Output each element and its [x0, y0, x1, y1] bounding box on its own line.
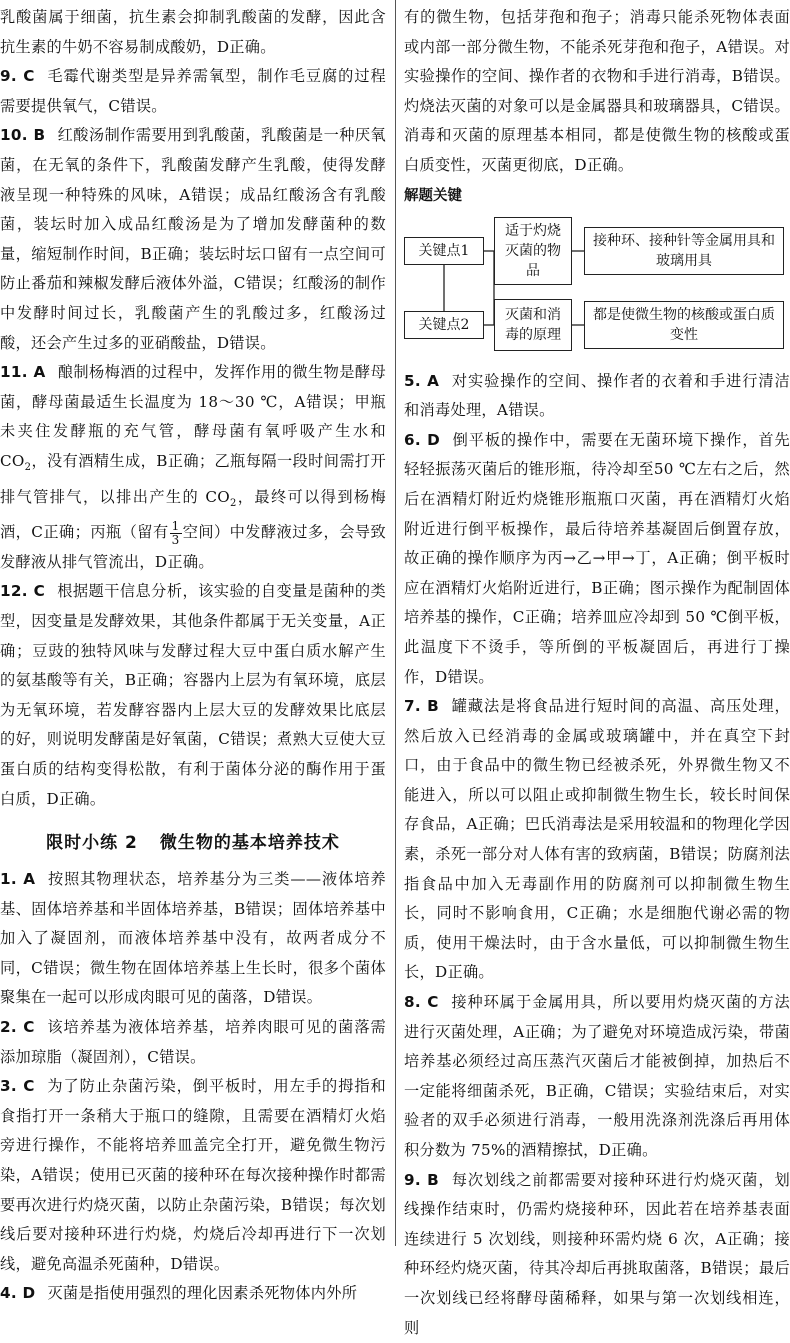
answer-12: 12. C 根据题干信息分析，该实验的自变量是菌种的类型，因变量是发酵效果，其他条件都属于无关变量，A正确；豆豉的独特风味与发酵过程大豆中蛋白质水解产生的氨基酸等有关，B正确；容器内上层为有氧环境，底层为无氧环境，若发酵容器内上层大豆的发酵效果比底层的好，则说明发酵菌是好氧菌，C错误；煮熟大豆使大豆蛋白质的结构变得松散，有利于菌体分泌的酶作用于蛋白质，D正确。	[0, 582, 386, 808]
key-point-1-detail: 接种环、接种针等金属用具和玻璃用具	[584, 227, 784, 275]
answer-number: 5. A	[404, 371, 440, 390]
key-points-diagram	[404, 213, 790, 361]
answer-s3: 3. C 为了防止杂菌污染，倒平板时，用左手的拇指和食指打开一条稍大于瓶口的缝隙，且需要在酒精灯火焰旁进行操作，不能将培养皿盖完全打开，避免微生物污染，A错误；使用已灭菌的接种环在每次接种操作时都需要再次进行灼烧灭菌，以防止杂菌污染，B错误；每次划线后要对接种环进行灼烧，灼烧后冷却再进行下一次划线，避免高温杀死菌种，D错误。	[0, 1077, 386, 1273]
key-points-heading: 解题关键	[404, 187, 462, 204]
answer-s4-continued: 有的微生物，包括芽孢和孢子；消毒只能杀死物体表面或内部一部分微生物，不能杀死芽孢和孢子，A错误。对实验操作的空间、操作者的衣物和手进行消毒，B错误。灼烧法灭菌的对象可以是金属器具和玻璃器具，C错误。消毒和灭菌的原理基本相同，都是使微生物的核酸或蛋白质变性，灭菌更彻底，D正确。	[404, 8, 790, 174]
key-point-2-box: 关键点2	[404, 311, 484, 339]
left-column	[0, 3, 386, 1309]
fraction: $\frac{1}{3}$	[171, 518, 180, 547]
answer-number: 7. B	[404, 697, 440, 716]
answer-number: 3. C	[0, 1077, 35, 1096]
answer-s2: 2. C 该培养基为液体培养基，培养肉眼可见的菌落需添加琼脂（凝固剂），C错误。	[0, 1018, 386, 1066]
answer-s6: 6. D 倒平板的操作中，需要在无菌环境下操作，首先轻轻振荡灭菌后的锥形瓶，待冷却至50 ℃左右之后，然后在酒精灯附近灼烧锥形瓶瓶口灭菌，再在酒精灯火焰附近进行倒平板操作，最后待培养基凝固后倒置存放，故正确的操作顺序为丙→乙→甲→丁，A正确；倒平板时应在酒精灯火焰附近进行，B正确；图示操作为配制固体培养基的操作，C正确；培养皿应冷却到 50 ℃倒平板，此温度下不烫手，等所倒的平板凝固后，再进行丁操作，D错误。	[404, 430, 790, 686]
subscript: 2	[24, 461, 32, 473]
answer-number: 12. C	[0, 582, 46, 601]
subscript: 2	[230, 497, 237, 509]
answer-s9: 9. B 每次划线之前都需要对接种环进行灼烧灭菌，划线操作结束时，仍需灼烧接种环，因此若在培养基表面连续进行 5 次划线，则接种环需灼烧 6 次，A正确；接种环经灼烧灭菌，待其冷却后再挑取菌落，B错误；最后一次划线已经将酵母菌稀释，如果与第一次划线相连，则	[404, 1170, 790, 1337]
answer-s5: 5. A 对实验操作的空间、操作者的衣着和手进行清洁和消毒处理，A错误。	[404, 371, 790, 420]
answer-s8: 8. C 接种环属于金属用具，所以要用灼烧灭菌的方法进行灭菌处理，A正确；为了避免对环境造成污染，带菌培养基必须经过高压蒸汽灭菌后才能被倒掉，加热后不一定能将细菌杀死，B正确，C错误；实验结束后，对实验者的双手必须进行消毒，一般用洗涤剂洗涤后再用体积分数为 75%的酒精擦拭，D正确。	[404, 993, 790, 1159]
right-column	[404, 3, 790, 1343]
answer-s1: 1. A 按照其物理状态，培养基分为三类——液体培养基、固体培养基和半固体培养基，B错误；固体培养基中加入了凝固剂，而液体培养基中没有，故两者成分不同，C错误；微生物在固体培养基上生长时，很多个菌体聚集在一起可以形成肉眼可见的菌落，D错误。	[0, 870, 386, 1007]
key-point-2-topic: 灭菌和消毒的原理	[494, 299, 572, 351]
answer-number: 9. C	[0, 67, 35, 86]
intro-paragraph: 乳酸菌属于细菌，抗生素会抑制乳酸菌的发酵，因此含抗生素的牛奶不容易制成酸奶，D正确。	[0, 8, 386, 56]
answer-number: 6. D	[404, 430, 441, 449]
column-divider	[395, 0, 396, 1246]
answer-number: 2. C	[0, 1018, 35, 1037]
answer-number: 1. A	[0, 870, 36, 889]
answer-number: 10. B	[0, 126, 46, 145]
answer-s7: 7. B 罐藏法是将食品进行短时间的高温、高压处理，然后放入已经消毒的金属或玻璃罐中，并在真空下封口，由于食品中的微生物已经被杀死，外界微生物又不能进入，所以可以阻止或抑制微生物生长，较长时间保存食品，A正确；巴氏消毒法是采用较温和的物理化学因素，杀死一部分对人体有害的致病菌，B错误；防腐剂法指食品中加入无毒副作用的防腐剂可以抑制微生物生长，同时不影响食用，C正确；水是细胞代谢必需的物质，使用干燥法时，由于含水量低，可以抑制微生物生长，D正确。	[404, 697, 790, 982]
key-point-1-topic: 适于灼烧灭菌的物品	[494, 217, 572, 285]
answer-10: 10. B 红酸汤制作需要用到乳酸菌，乳酸菌是一种厌氧菌，在无氧的条件下，乳酸菌发酵产生乳酸，使得发酵液呈现一种特殊的风味，A错误；成品红酸汤含有乳酸菌，装坛时加入成品红酸汤是为了增加发酵菌种的数量，缩短制作时间，B正确；装坛时坛口留有一点空间可防止番茄和辣椒发酵后液体外溢，C错误；红酸汤的制作中发酵时间过长，乳酸菌产生的乳酸过多，红酸汤过酸，还会产生过多的亚硝酸盐，D错误。	[0, 126, 386, 352]
answer-s4: 4. D 灭菌是指使用强烈的理化因素杀死物体内外所	[0, 1284, 358, 1303]
answer-number: 8. C	[404, 993, 439, 1012]
answer-number: 9. B	[404, 1170, 440, 1189]
key-point-2-detail: 都是使微生物的核酸或蛋白质变性	[584, 301, 784, 349]
answer-11: 11. A 酿制杨梅酒的过程中，发挥作用的微生物是酵母菌，酵母菌最适生长温度为 18～30 ℃，A错误；甲瓶未夹住发酵瓶的充气管，酵母菌有氧呼吸产生水和 $CO_2$，没有酒精生成，B正确；乙瓶每隔一段时间需打开排气管排气，以排出产生的 $CO_2$，最终可以得到杨梅酒，C正确；丙瓶（留有 $\frac{1}{3}$ 空间）中发酵液过多，会导致发酵液从排气管流出，D正确。	[0, 363, 386, 571]
answer-number: 4. D	[0, 1284, 36, 1303]
section-title: 限时小练 2 微生物的基本培养技术	[46, 833, 340, 854]
answer-9: 9. C 毛霉代谢类型是异养需氧型，制作毛豆腐的过程需要提供氧气，C错误。	[0, 67, 386, 115]
key-point-1-box: 关键点1	[404, 237, 484, 265]
answer-number: 11. A	[0, 363, 46, 382]
